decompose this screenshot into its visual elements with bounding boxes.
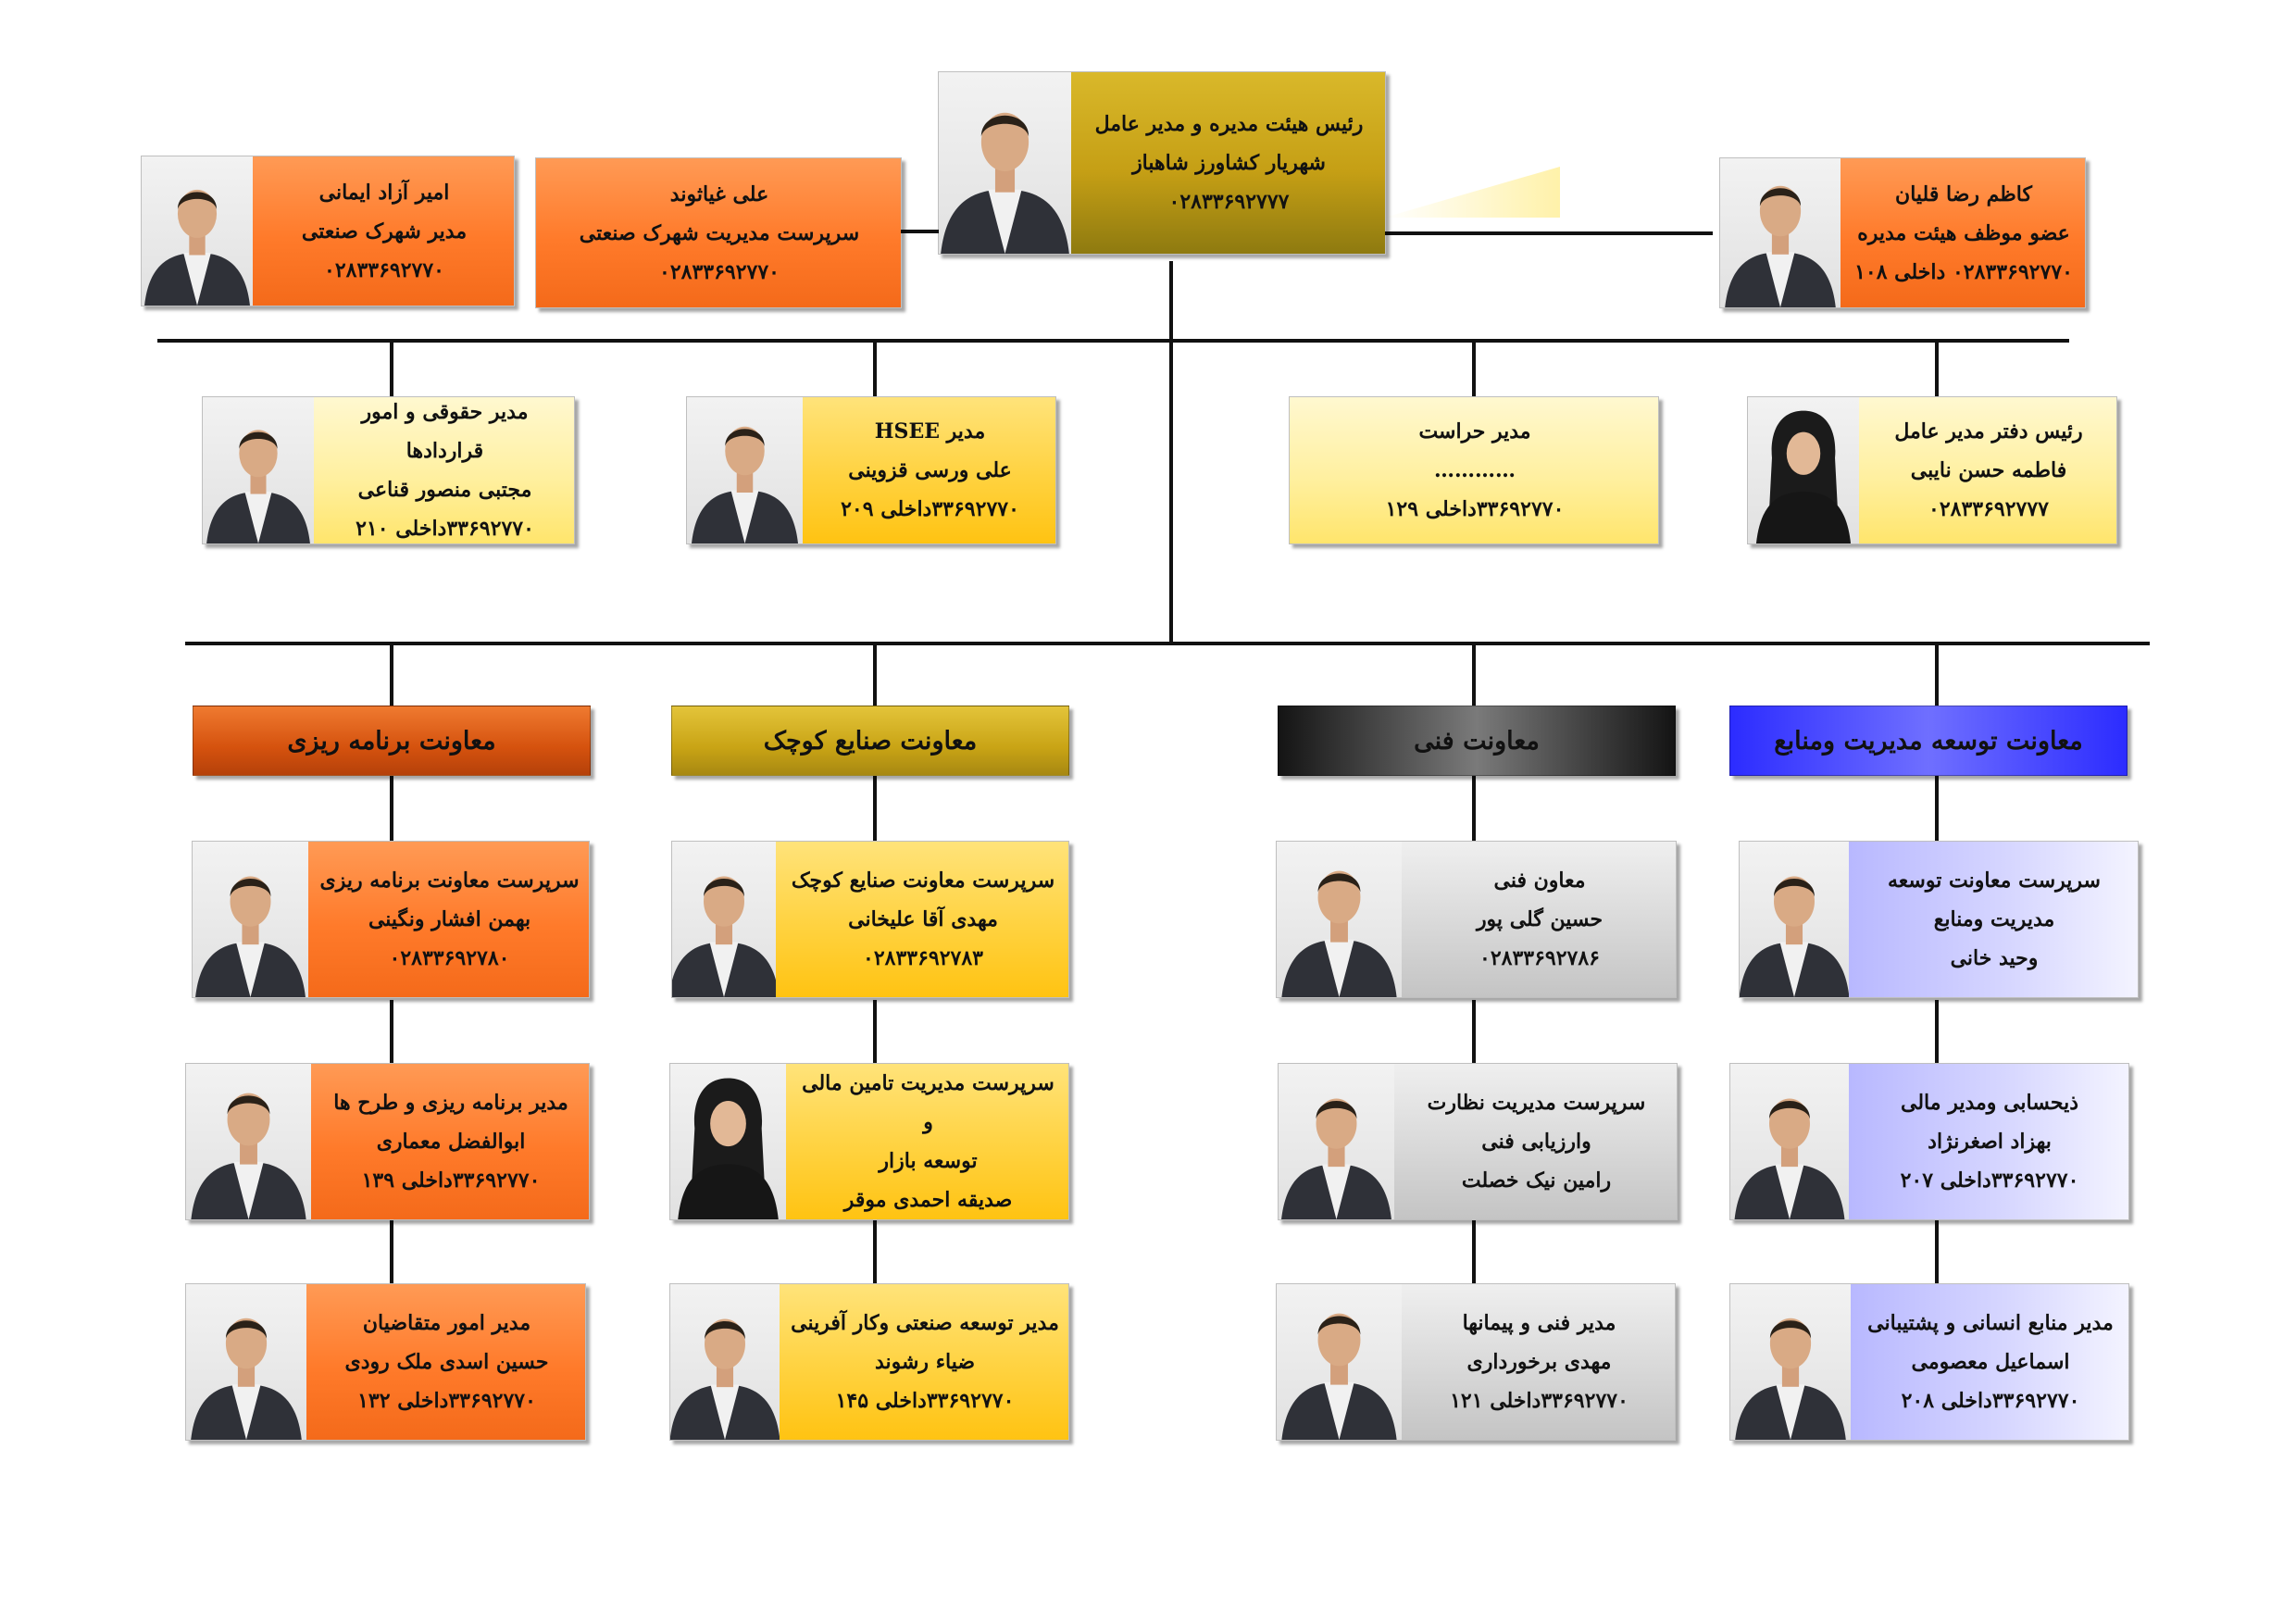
- card-line: عضو موظف هیئت مدیره: [1857, 220, 2070, 245]
- division-header-planning: [193, 706, 591, 776]
- card-line: حسین گلی پور: [1476, 907, 1603, 931]
- card-line: …………: [1434, 458, 1516, 482]
- card-line: مدیر برنامه ریزی و طرح ها: [333, 1091, 568, 1115]
- card-text: [253, 156, 515, 306]
- card-text: [776, 842, 1069, 997]
- card-text: [536, 158, 902, 307]
- division-to-card-line: [390, 776, 393, 841]
- ceo-right-link: [1370, 231, 1713, 235]
- card-text: [1849, 842, 2139, 997]
- card-line: علی ورسی قزوینی: [848, 458, 1012, 482]
- division-bus-line: [185, 642, 2150, 645]
- card-text: [1841, 158, 2086, 307]
- card-text: [1071, 72, 1386, 254]
- security-manager-card: [1289, 396, 1659, 544]
- card-text: [1402, 842, 1677, 997]
- person-photo: [142, 156, 253, 306]
- person-photo: [670, 1064, 786, 1219]
- person-photo: [1720, 158, 1841, 307]
- card-line: سرپرست مدیریت نظارت: [1427, 1091, 1646, 1115]
- card-line: مدیر حراست: [1418, 419, 1531, 443]
- card-text: [1859, 397, 2117, 543]
- division-drop-line: [1472, 643, 1476, 706]
- card-line: سرپرست معاونت توسعه: [1888, 868, 2101, 893]
- card-line: مدیر توسعه صنعتی وکار آفرینی: [791, 1311, 1059, 1335]
- card-text: [308, 842, 590, 997]
- card-line: ۰۲۸۳۳۶۹۲۷۸۶: [1479, 946, 1600, 970]
- card-line: معاون فنی: [1493, 868, 1586, 893]
- division-2-card-3: [669, 1283, 1069, 1441]
- card-line: ۳۳۶۹۲۷۷۰داخلی ۱۳۹: [361, 1168, 541, 1193]
- card-line: ۳۳۶۹۲۷۷۰داخلی ۲۰۹: [841, 497, 1019, 521]
- division-to-card-line: [1935, 776, 1939, 841]
- legal-manager-card: [202, 396, 575, 544]
- ceo-card: [938, 71, 1386, 255]
- card-text: [314, 397, 575, 543]
- person-photo: [186, 1064, 311, 1219]
- person-photo: [1748, 397, 1859, 543]
- division-1-card-3: [185, 1283, 586, 1441]
- card-line: وحید خانی: [1950, 946, 2039, 970]
- card-line: مجتبی منصور قناعی: [357, 478, 532, 502]
- card-line: مدیر فنی و پیمانها: [1462, 1311, 1616, 1335]
- card-line: مدیر شهرک صنعتی: [301, 219, 468, 244]
- card-to-card-line: [390, 1000, 393, 1063]
- division-header-management-resources: [1729, 706, 2128, 776]
- person-photo: [1730, 1064, 1849, 1219]
- staff-drop-line: [1472, 341, 1476, 396]
- person-photo: [1740, 842, 1849, 997]
- card-line: ۰۲۸۳۳۶۹۲۷۸۰: [389, 946, 510, 970]
- person-photo: [687, 397, 803, 543]
- card-line: ۰۲۸۳۳۶۹۲۷۸۳: [863, 946, 983, 970]
- card-line: مدیر حقوقی و امور قراردادها: [361, 400, 529, 463]
- card-text: [1402, 1284, 1676, 1440]
- decorative-beam: [1384, 167, 1560, 218]
- card-line: مهدی آقا علیخانی: [848, 907, 998, 931]
- person-photo: [1277, 842, 1402, 997]
- card-line: فاطمه حسن نایبی: [1910, 458, 2067, 482]
- card-line: مدیر منابع انسانی و پشتیبانی: [1867, 1311, 2114, 1335]
- division-header-label: معاونت فنی: [1414, 726, 1540, 756]
- card-line: سرپرست مدیریت شهرک صنعتی: [579, 220, 860, 245]
- card-line: مدیریت ومنابع: [1933, 907, 2055, 931]
- card-line: امیر آزاد ایمانی: [318, 180, 450, 205]
- division-header-technical: [1278, 706, 1676, 776]
- card-to-card-line: [873, 1220, 877, 1283]
- division-to-card-line: [1472, 776, 1476, 841]
- card-to-card-line: [1472, 1000, 1476, 1063]
- division-3-card-3: [1276, 1283, 1676, 1441]
- division-4-card-2: [1729, 1063, 2129, 1220]
- hsee-manager-card: [686, 396, 1056, 544]
- card-line: توسعه بازار: [879, 1149, 978, 1173]
- card-line: بهمن افشار ونگینی: [368, 907, 531, 931]
- person-photo: [1279, 1064, 1394, 1219]
- card-line: رئیس دفتر مدیر عامل: [1894, 419, 2083, 443]
- division-1-card-1: [192, 841, 590, 998]
- staff-drop-line: [1935, 341, 1939, 396]
- office-head-card: [1747, 396, 2117, 544]
- card-line: مهدی برخورداری: [1466, 1350, 1612, 1374]
- person-photo: [193, 842, 308, 997]
- card-line: ۳۳۶۹۲۷۷۰داخلی ۲۰۷: [1900, 1168, 2079, 1193]
- division-to-card-line: [873, 776, 877, 841]
- person-photo: [186, 1284, 306, 1440]
- card-to-card-line: [873, 1000, 877, 1063]
- division-header-small-industries: [671, 706, 1069, 776]
- staff-drop-line: [390, 341, 393, 396]
- card-line: مدیر امور متقاضیان: [362, 1311, 531, 1335]
- division-header-label: معاونت صنایع کوچک: [763, 726, 978, 756]
- main-trunk-line: [1169, 261, 1173, 643]
- card-line: ۰۲۸۳۳۶۹۲۷۷۷: [1928, 497, 2049, 521]
- card-line: مدیر HSEE: [874, 419, 986, 443]
- division-1-card-2: [185, 1063, 590, 1220]
- person-photo: [1277, 1284, 1402, 1440]
- staff-drop-line: [873, 341, 877, 396]
- card-line: ۰۲۸۳۳۶۹۲۷۷۷: [1168, 190, 1290, 214]
- industrial-supervisor-card: [535, 157, 902, 308]
- card-text: [1851, 1284, 2129, 1440]
- card-line: ۳۳۶۹۲۷۷۰داخلی ۲۱۰: [356, 517, 534, 541]
- card-to-card-line: [1472, 1220, 1476, 1283]
- card-line: سرپرست مدیریت تامین مالی و: [802, 1071, 1054, 1134]
- card-line: حسین اسدی ملک رودی: [344, 1350, 549, 1374]
- card-to-card-line: [1935, 1220, 1939, 1283]
- card-line: ذیحسابی ومدیر مالی: [1901, 1091, 2078, 1115]
- person-photo: [670, 1284, 780, 1440]
- person-photo: [1730, 1284, 1851, 1440]
- division-header-label: معاونت توسعه مدیریت ومنابع: [1774, 726, 2083, 756]
- card-line: رامین نیک خصلت: [1461, 1168, 1612, 1193]
- card-line: وارزیابی فنی: [1481, 1130, 1591, 1154]
- card-text: [786, 1064, 1069, 1219]
- card-line: شهریار کشاورز شاهباز: [1132, 151, 1326, 175]
- card-line: علی غیاثوند: [669, 181, 769, 206]
- card-line: ۳۳۶۹۲۷۷۰داخلی ۱۳۲: [357, 1389, 536, 1413]
- card-line: ۰۲۸۳۳۶۹۲۷۷۰: [659, 259, 780, 284]
- card-line: سرپرست معاونت صنایع کوچک: [791, 868, 1055, 893]
- person-photo: [939, 72, 1071, 254]
- card-line: ۳۳۶۹۲۷۷۰داخلی ۲۰۸: [1901, 1389, 2080, 1413]
- card-line: بهزاد اصغرنژاد: [1928, 1130, 2052, 1154]
- person-photo: [203, 397, 314, 543]
- division-drop-line: [390, 643, 393, 706]
- card-line: ۳۳۶۹۲۷۷۰داخلی ۱۴۵: [835, 1389, 1015, 1413]
- card-line: اسماعیل معصومی: [1911, 1350, 2070, 1374]
- card-text: [780, 1284, 1069, 1440]
- card-to-card-line: [1935, 1000, 1939, 1063]
- staff-bus-line: [157, 339, 2069, 343]
- card-line: کاظم رضا قلیان: [1895, 181, 2032, 206]
- card-text: [1290, 397, 1659, 543]
- card-text: [311, 1064, 590, 1219]
- card-text: [1849, 1064, 2129, 1219]
- division-4-card-1: [1739, 841, 2139, 998]
- division-2-card-2: [669, 1063, 1069, 1220]
- card-line: رئیس هیئت مدیره و مدیر عامل: [1094, 112, 1364, 136]
- division-drop-line: [1935, 643, 1939, 706]
- card-text: [1394, 1064, 1678, 1219]
- division-3-card-2: [1278, 1063, 1678, 1220]
- card-to-card-line: [390, 1220, 393, 1283]
- card-line: ۰۲۸۳۳۶۹۲۷۷۰ داخلی ۱۰۸: [1854, 259, 2073, 284]
- card-line: ابوالفضل معماری: [376, 1130, 526, 1154]
- card-line: ضیاء رشوند: [874, 1350, 976, 1374]
- card-line: صدیقه احمدی موقر: [843, 1188, 1013, 1212]
- division-3-card-1: [1276, 841, 1677, 998]
- card-line: ۳۳۶۹۲۷۷۰داخلی ۱۲۱: [1450, 1389, 1628, 1413]
- card-line: ۰۲۸۳۳۶۹۲۷۷۰: [324, 257, 444, 282]
- card-line: ۳۳۶۹۲۷۷۰داخلی ۱۲۹: [1385, 497, 1565, 521]
- card-text: [306, 1284, 586, 1440]
- division-4-card-3: [1729, 1283, 2129, 1441]
- industrial-manager-card: [141, 156, 515, 306]
- card-text: [803, 397, 1056, 543]
- division-2-card-1: [671, 841, 1069, 998]
- card-line: سرپرست معاونت برنامه ریزی: [319, 868, 580, 893]
- person-photo: [672, 842, 776, 997]
- division-header-label: معاونت برنامه ریزی: [287, 726, 496, 756]
- division-drop-line: [873, 643, 877, 706]
- board-member-card: [1719, 157, 2086, 308]
